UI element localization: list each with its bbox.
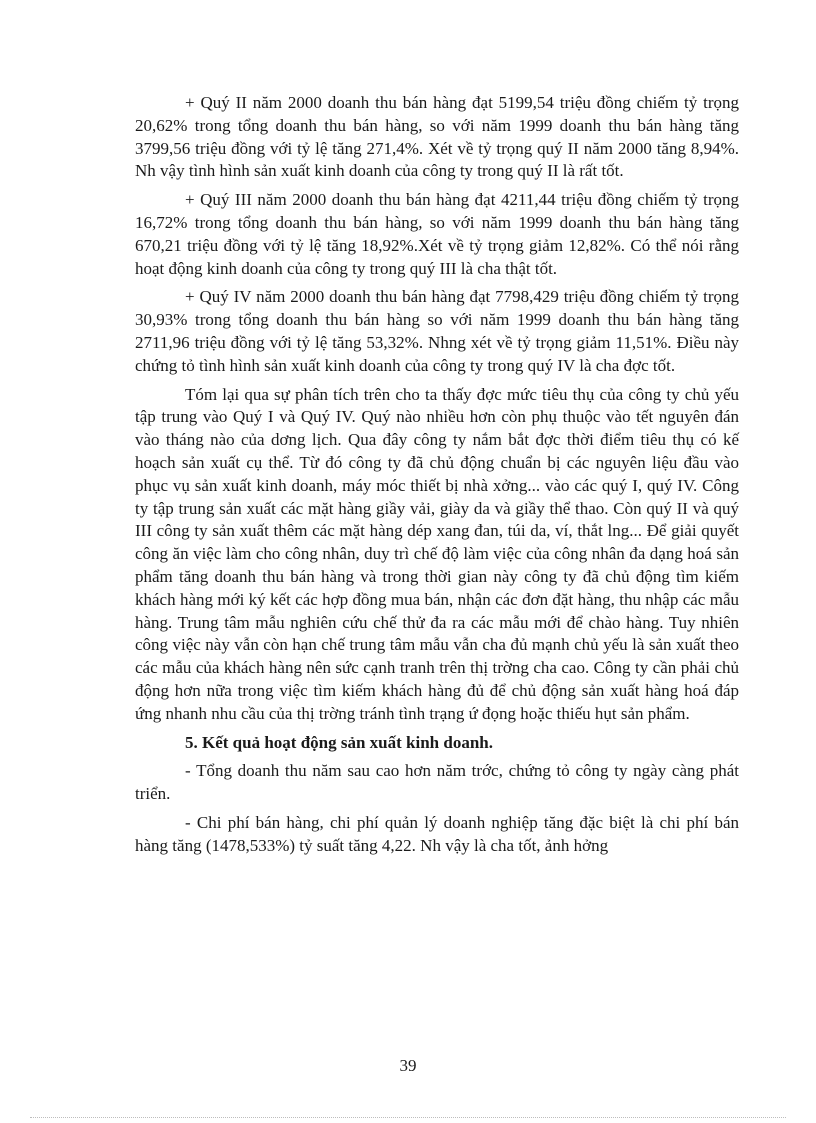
paragraph-quarter-2: + Quý II năm 2000 doanh thu bán hàng đạt 5199,54 triệu đồng chiếm tỷ trọng 20,62% trong tổng doanh thu bán hàng, so với năm 1999 doanh thu bán hàng tăng 3799,56 triệu đồng với tỷ lệ tăng 271,4%. Xét về tỷ trọng quý II năm 2000 tăng 8,94%. Nh vậy tình hình sản xuất kinh doanh của công ty trong quý II là rất tốt. [135,93,739,181]
page-body [135,92,739,864]
page-bottom-divider [30,1117,786,1118]
section-heading: 5. Kết quả hoạt động sản xuất kinh doanh. [185,732,494,752]
result-item-costs: - Chi phí bán hàng, chi phí quản lý doanh nghiệp tăng đặc biệt là chi phí bán hàng tăng (1478,533%) tỷ suất tăng 4,22. Nh vậy là cha tốt, ảnh hởng [135,812,739,855]
result-item-revenue: - Tổng doanh thu năm sau cao hơn năm trớc, chứng tỏ công ty ngày càng phát triển. [135,761,739,804]
paragraph-quarter-3: + Quý III năm 2000 doanh thu bán hàng đạt 4211,44 triệu đồng chiếm tỷ trọng 16,72% trong tổng doanh thu bán hàng, so với năm 1999 doanh thu bán hàng tăng 670,21 triệu đồng với tỷ lệ tăng 18,92%.Xét về tỷ trọng giảm 12,82%. Có thể nói rằng hoạt động kinh doanh của công ty trong quý III là cha thật tốt. [135,190,739,278]
paragraph-quarter-4: + Quý IV năm 2000 doanh thu bán hàng đạt 7798,429 triệu đồng chiếm tỷ trọng 30,93% trong tổng doanh thu bán hàng so với năm 1999 doanh thu bán hàng tăng 2711,96 triệu đồng với tỷ lệ tăng 53,32%. Nhng xét về tỷ trọng giảm 11,51%. Điều này chứng tỏ tình hình sản xuất kinh doanh của công ty trong quý IV là cha đợc tốt. [135,287,739,375]
paragraph-summary: Tóm lại qua sự phân tích trên cho ta thấy đợc mức tiêu thụ của công ty chủ yếu tập trung vào Quý I và Quý IV. Quý nào nhiều hơn còn phụ thuộc vào tết nguyên đán vào tháng nào của dơng lịch. Qua đây công ty nắm bắt đợc thời điểm tiêu thụ có kế hoạch sản xuất cụ thể. Từ đó công ty đã chủ động chuẩn bị các nguyên liệu đầu vào phục vụ sản xuất kinh doanh, máy móc thiết bị nhà xởng... vào các quý I, quý IV. Công ty tập trung sản xuất các mặt hàng giầy vải, giày da và giầy thể thao. Còn quý II và quý III công ty sản xuất thêm các mặt hàng dép xang đan, túi da, ví, thắt lng... Để giải quyết công ăn việc làm cho công nhân, duy trì chế độ làm việc của công nhân đa dạng hoá sản phẩm tăng doanh thu bán hàng và trong thời gian này công ty đã chủ động tìm kiếm khách hàng mới ký kết các hợp đồng mua bán, nhận các đơn đặt hàng, thu nhập các mẫu hàng. Trung tâm mẫu nghiên cứu chế thử đa ra các mẫu mới để chào hàng. Tuy nhiên công việc này vẫn còn hạn chế trung tâm mẫu vẫn cha đủ mạnh chủ yếu là sản xuất theo các mẫu của khách hàng nên sức cạnh tranh trên thị trờng cha cao. Công ty cần phải chủ động hơn nữa trong việc tìm kiếm khách hàng đủ để chủ động sản xuất hàng hoá đáp ứng nhanh nhu cầu của thị trờng tránh tình trạng ứ đọng hoặc thiếu hụt sản phẩm. [135,384,739,723]
page-number: 39 [399,1056,417,1075]
